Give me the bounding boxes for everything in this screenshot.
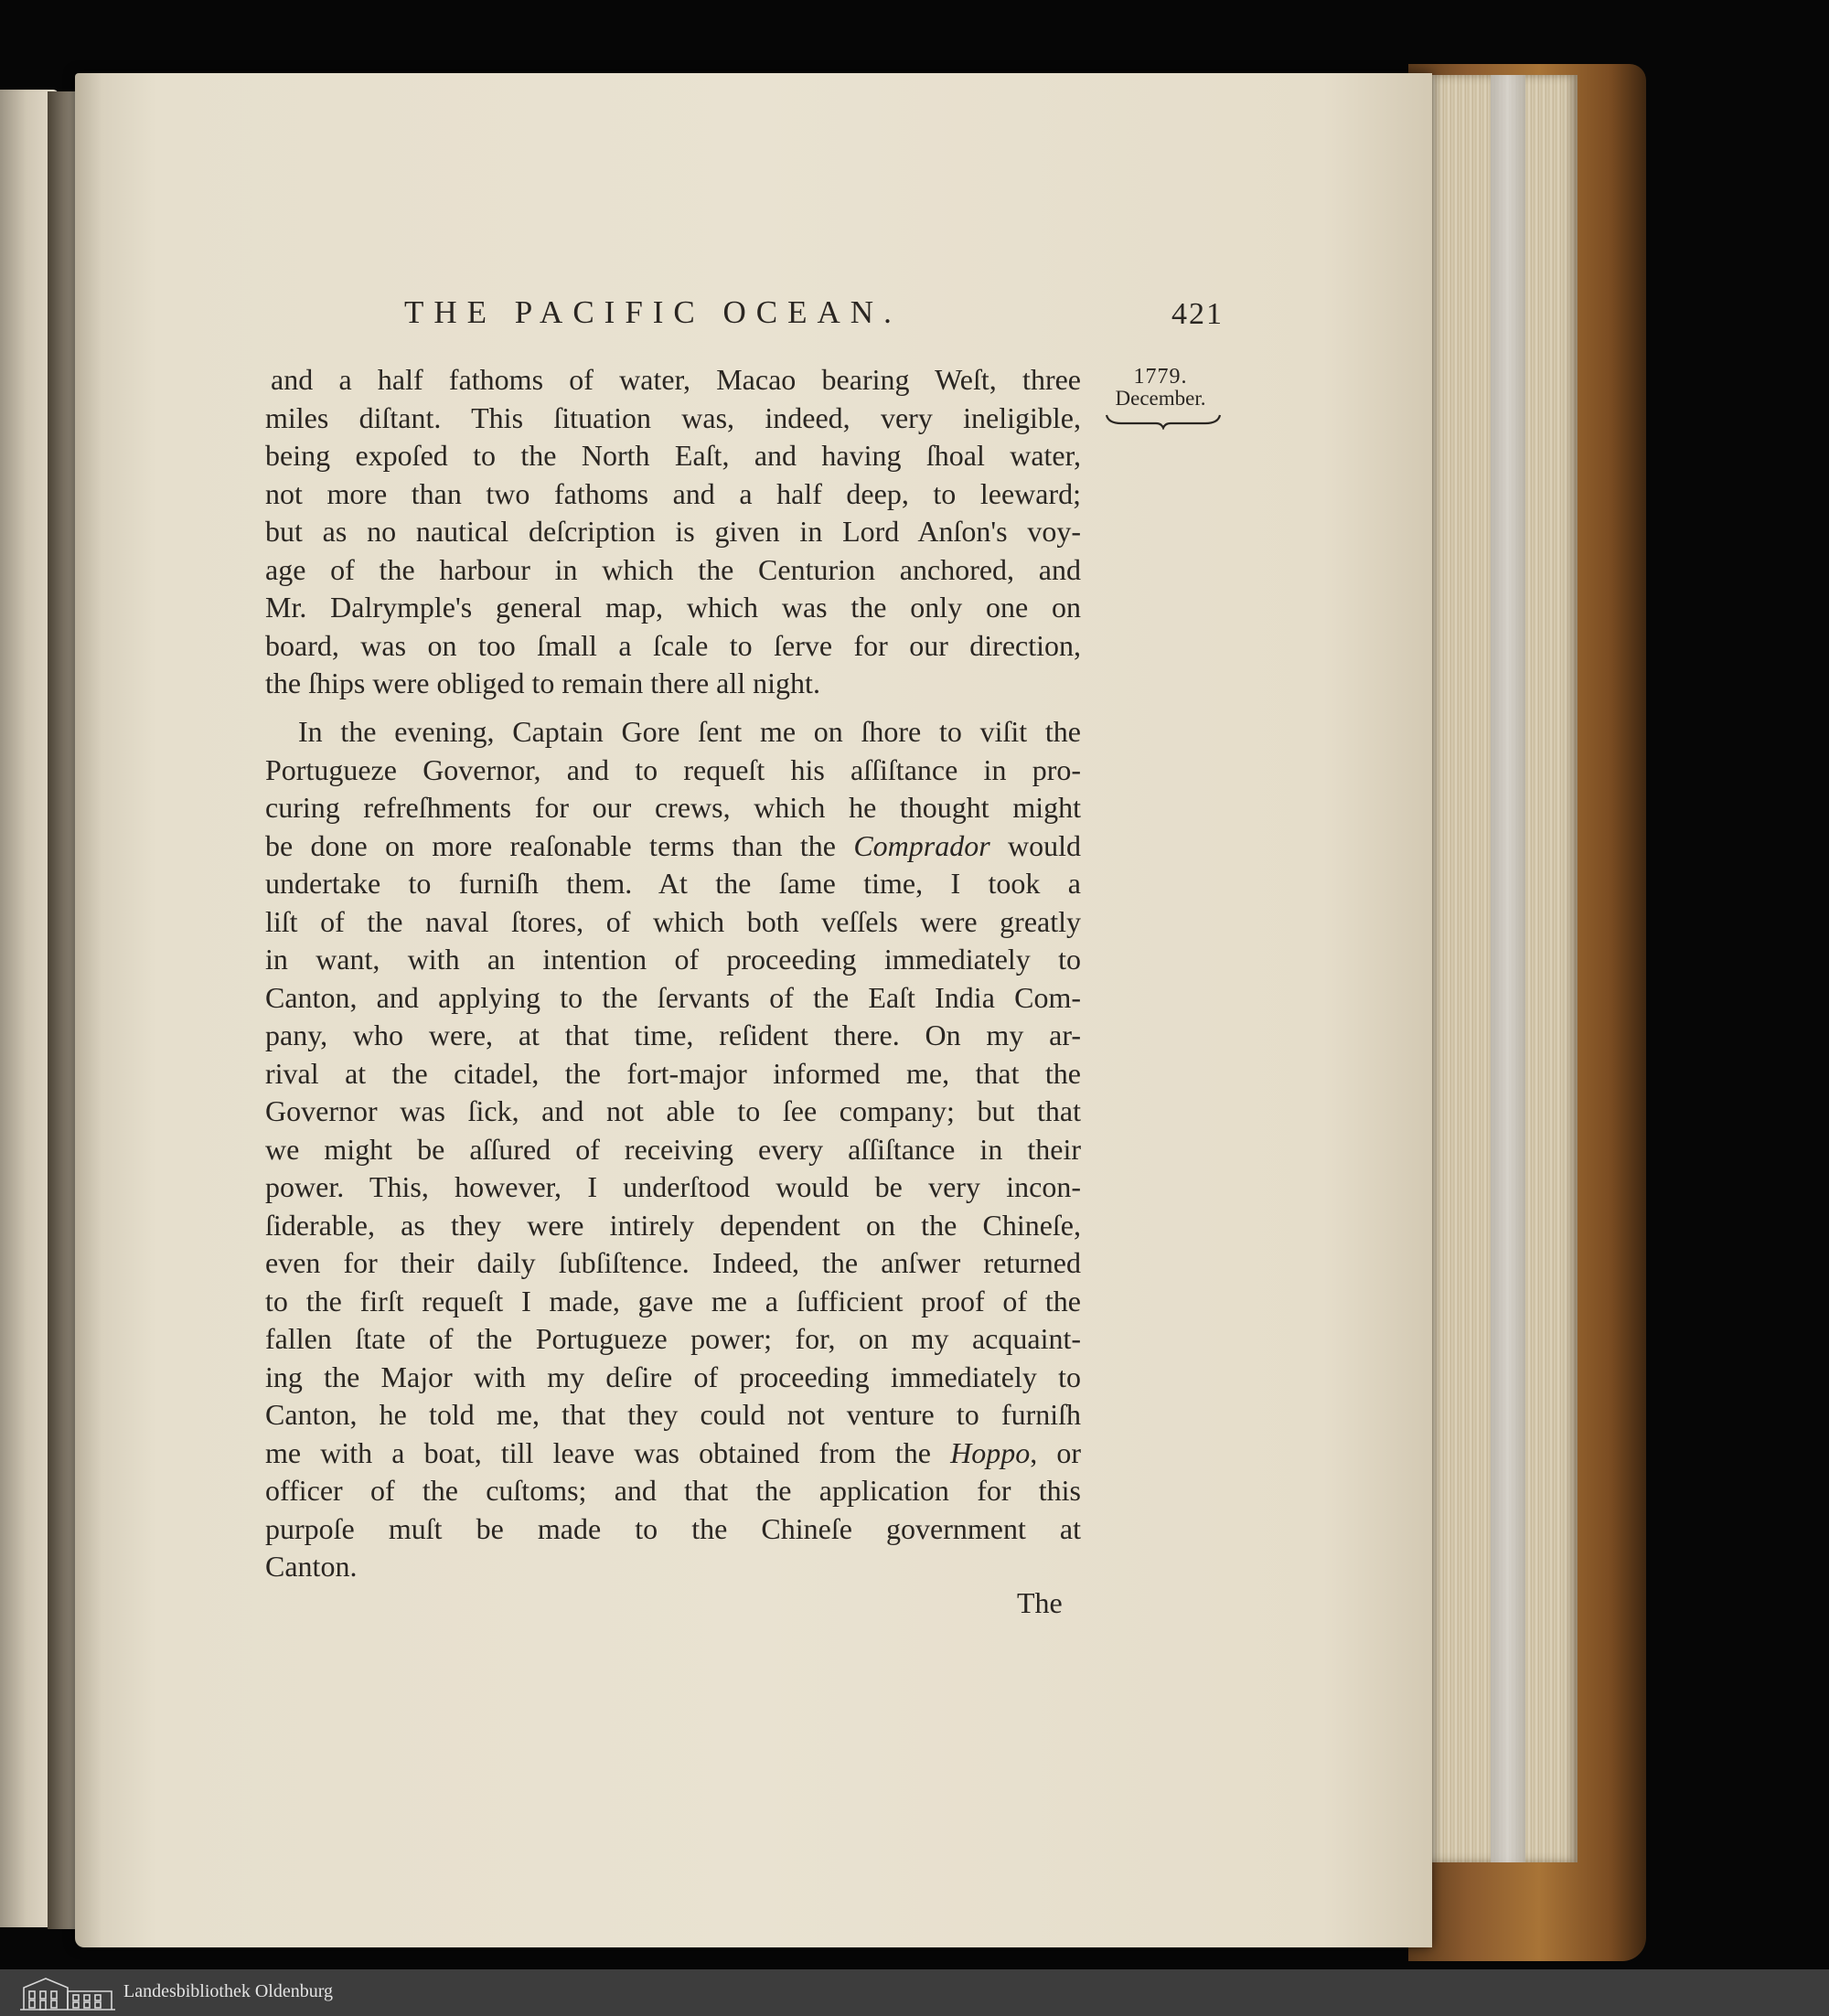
text-line: fallen ſtate of the Portugueze power; for, on my acquaint- — [265, 1322, 1081, 1355]
margin-note-year: 1779. — [1133, 365, 1188, 389]
running-head: THE PACIFIC OCEAN. — [404, 294, 902, 330]
text-line: be done on more reaſonable terms than the Comprador would — [265, 828, 1081, 862]
text-line: to the firſt requeſt I made, gave me a ſufficient proof of the — [265, 1284, 1081, 1317]
text-line: ing the Major with my deſire of proceeding immediately to — [265, 1360, 1081, 1393]
text-line: and a half fathoms of water, Macao bearing Weſt, three — [271, 363, 1081, 396]
text-line: officer of the cuſtoms; and that the application for this — [265, 1474, 1081, 1507]
text-line: In the evening, Captain Gore ſent me on ſhore to viſit the — [298, 715, 1081, 748]
paragraph-2 — [265, 713, 1081, 1586]
text-line: board, was on too ſmall a ſcale to ſerve for our direction, — [265, 628, 1081, 662]
text-line: Canton, and applying to the ſervants of the Eaſt India Com- — [265, 980, 1081, 1014]
text-line: Canton, he told me, that they could not venture to furniſh — [265, 1398, 1081, 1431]
text-line: pany, who were, at that time, reſident there. On my ar- — [265, 1019, 1081, 1051]
text-line: not more than two fathoms and a half deep, to leeward; — [265, 476, 1081, 510]
text-line: ſiderable, as they were intirely dependent on the Chineſe, — [265, 1208, 1081, 1242]
text-line: we might be aſſured of receiving every aſſiſtance in their — [265, 1132, 1081, 1166]
text-line: undertake to furniſh them. At the ſame time, I took a — [265, 867, 1081, 900]
text-line: even for their daily ſubſiſtence. Indeed, the anſwer returned — [265, 1246, 1081, 1279]
text-line: Governor was ſick, and not able to ſee company; but that — [265, 1094, 1081, 1127]
text-line: curing refreſhments for our crews, which he thought might — [265, 791, 1081, 824]
text-line: Mr. Dalrymple's general map, which was the only one on — [265, 591, 1081, 624]
text-line: Canton. — [265, 1550, 358, 1583]
text-line: liſt of the naval ſtores, of which both veſſels were greatly — [265, 904, 1081, 938]
text-line: Portugueze Governor, and to requeſt his aſſiſtance in pro- — [265, 752, 1081, 786]
catchword: The — [1017, 1586, 1063, 1619]
text-line: age of the harbour in which the Centurion anchored, and — [265, 552, 1081, 586]
text-line: being expoſed to the North Eaſt, and having ſhoal water, — [265, 439, 1081, 472]
text-line: in want, with an intention of proceeding immediately to — [265, 943, 1081, 976]
text-line: rival at the citadel, the fort-major informed me, that the — [265, 1056, 1081, 1090]
margin-note-month: December. — [1115, 387, 1206, 410]
paragraph-1 — [265, 361, 1081, 703]
text-line: power. This, however, I underſtood would be very incon- — [265, 1170, 1081, 1203]
text-line: the ſhips were obliged to remain there all night. — [265, 667, 820, 699]
page-number: 421 — [1171, 297, 1224, 331]
library-name: Landesbibliothek Oldenburg — [123, 1981, 334, 2001]
text-line: me with a boat, till leave was obtained from the Hoppo, or — [265, 1435, 1082, 1469]
library-building-icon — [18, 1975, 117, 2011]
text-line: purpoſe muſt be made to the Chineſe government at — [265, 1511, 1081, 1545]
text-line: but as no nautical deſcription is given in Lord Anſon's voy- — [265, 515, 1081, 548]
text-line: miles diſtant. This ſituation was, indeed, very ineligible, — [265, 400, 1081, 434]
margin-note — [1101, 366, 1220, 410]
margin-brace-icon — [1103, 413, 1222, 430]
page-block-highlight — [1491, 75, 1525, 1862]
